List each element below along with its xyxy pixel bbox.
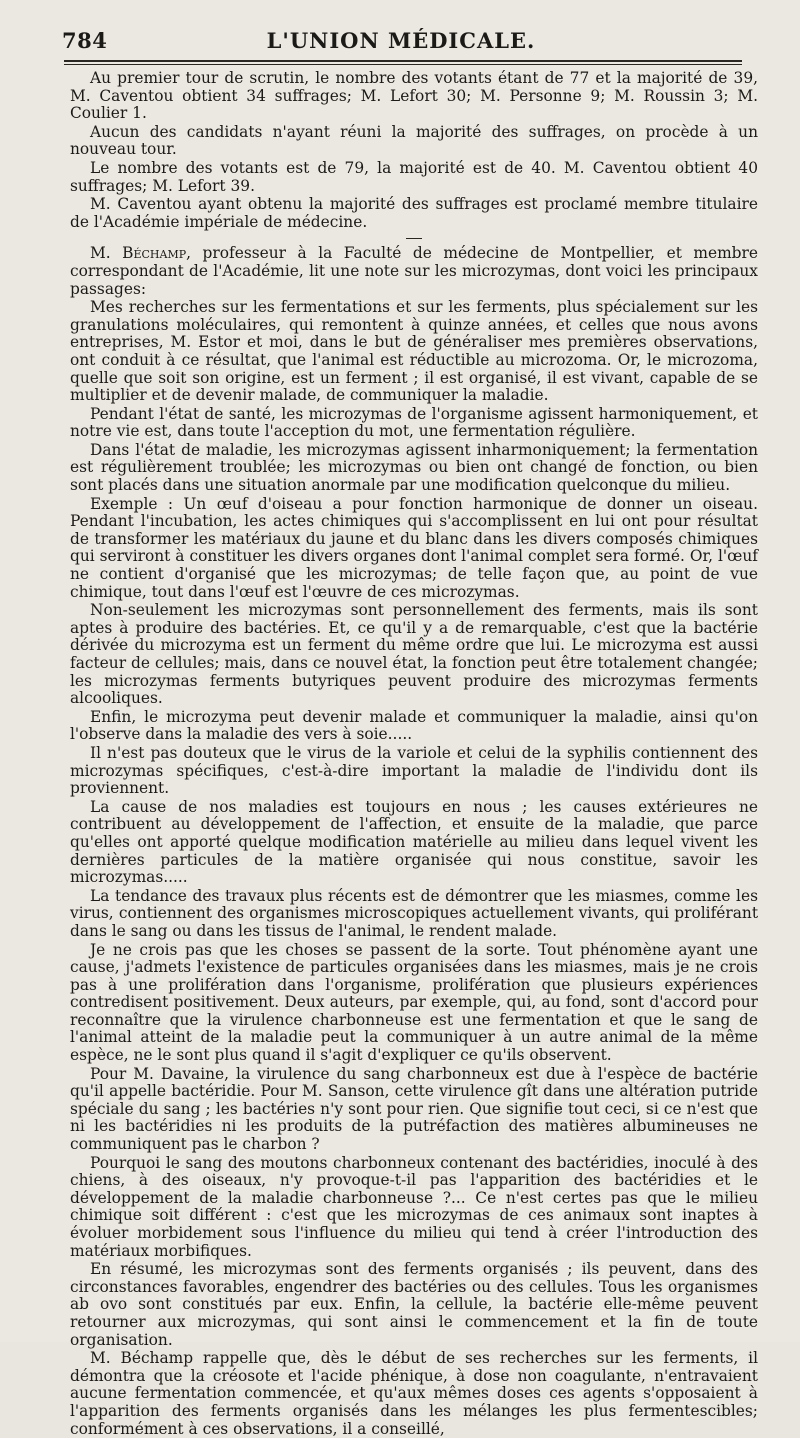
paragraph-proclamation: M. Caventou ayant obtenu la majorité des suffrages est proclamé membre titulaire de l'Académie impériale de médecine. xyxy=(70,195,758,231)
paragraph: La cause de nos maladies est toujours en nous ; les causes extérieures ne contribuent au développement de l'affection, et ensuite de la maladie, que parce qu'elles ont apporté quelque modification matérielle au milieu dans lequel vivent les dernières particules de la matière organisée qui nous constitue, savoir les microzymas..... xyxy=(70,797,758,887)
paragraph: Mes recherches sur les fermentations et sur les ferments, plus spécialement sur les granulations moléculaires, qui remontent à quinze années, et celles que nous avons entreprises, M. Estor et moi, dans le but de généraliser mes premières observations, ont conduit à ce résultat, que l'animal est réductible au microzoma. Or, le microzoma, quelle que soit son origine, est un ferment ; il est organisé, il est vivant, capable de se multiplier et de devenir malade, de communiquer la maladie. xyxy=(70,298,758,405)
running-title: L'UNION MÉDICALE. xyxy=(266,28,536,53)
header-rule xyxy=(64,60,742,65)
paragraph: M. Béchamp rappelle que, dès le début de ses recherches sur les ferments, il démontra que la créosote et l'acide phénique, à dose non coagulante, n'entravaient aucune fermentation commencée, et qu'aux mêmes doses ces agents s'opposaient à l'apparition des ferments organisés dans les mélanges les plus fermentescibles; conformément à ces observations, il a conseillé, xyxy=(70,1349,758,1438)
paragraph: En résumé, les microzymas sont des ferments organisés ; ils peuvent, dans des circonstances favorables, engendrer des bactéries ou des cellules. Tous les organismes ab ovo sont constitués par eux. Enfin, la cellule, la bactérie elle-même peuvent retourner aux microzymas, qui sont ainsi le commencement et la fin de toute organisation. xyxy=(70,1260,758,1349)
intro-rest: , professeur à la Faculté de médecine de Montpellier, et membre correspondant de l'Académie, lit une note sur les microzymas, dont voici les principaux passages: xyxy=(70,244,758,298)
paragraph-scrutin-3: Le nombre des votants est de 79, la majorité est de 40. M. Caventou obtient 40 suffrages; M. Lefort 39. xyxy=(70,158,758,195)
paragraph: Pour M. Davaine, la virulence du sang charbonneux est due à l'espèce de bactérie qu'il appelle bactéridie. Pour M. Sanson, cette virulence gît dans une altération putride spéciale du sang ; les bactéries n'y sont pour rien. Que signifie tout ceci, si ce n'est que ni les bactéridies ni les produits de la putréfaction des matières albumineuses ne communiquent pas le charbon ? xyxy=(70,1064,758,1154)
paragraph: La tendance des travaux plus récents est de démontrer que les miasmes, comme les virus, contiennent des organismes microscopiques actuellement vivants, qui proliférant dans le sang ou dans les tissus de l'animal, le rendent malade. xyxy=(70,886,758,940)
paragraph: Non-seulement les microzymas sont personnellement des ferments, mais ils sont aptes à produire des bactéries. Et, ce qu'il y a de remarquable, c'est que la bactérie dérivée du microzyma est un ferment du même ordre que lui. Le microzyma est aussi facteur de cellules; mais, dans ce nouvel état, la fonction peut être totalement changée; les microzymas ferments butyriques peuvent produire des microzymas ferments alcooliques. xyxy=(70,601,758,708)
paragraph: Exemple : Un œuf d'oiseau a pour fonction harmonique de donner un oiseau. Pendant l'incubation, les actes chimiques qui s'accomplissent en lui ont pour résultat de transformer les matériaux du jaune et du blanc dans les divers composés chimiques qui serviront à constituer les divers organes dont l'animal complet sera formé. Or, l'œuf ne contient d'organisé que les microzymas; de telle façon que, au point de vue chimique, tout dans l'œuf est l'œuvre de ces microzymas. xyxy=(70,494,758,601)
page-header xyxy=(62,22,740,64)
section-separator xyxy=(406,238,422,239)
author-name: Béchamp xyxy=(122,244,187,263)
intro-prefix: M. xyxy=(90,244,123,263)
paragraph: Il n'est pas douteux que le virus de la variole et celui de la syphilis contiennent des microzymas spécifiques, c'est-à-dire important la maladie de l'individu dont ils proviennent. xyxy=(70,743,758,798)
paragraph: Pourquoi le sang des moutons charbonneux contenant des bactéridies, inoculé à des chiens, à des oiseaux, n'y provoque-t-il pas l'apparition des bactéridies et le développement de la maladie charbonneuse ?... Ce n'est certes pas que le milieu chimique soit différent : c'est que les microzymas de ces animaux sont inaptes à évoluer morbidement sous l'influence du milieu qui tend à créer l'introduction des matériaux morbifiques. xyxy=(70,1153,758,1260)
page-number: 784 xyxy=(62,28,108,53)
article-body xyxy=(70,69,758,1438)
paragraph: Dans l'état de maladie, les microzymas agissent inharmoniquement; la fermentation est régulièrement troublée; les microzymas ou bien ont changé de fonction, ou bien sont placés dans une situation anormale par une modification quelconque du milieu. xyxy=(70,440,758,495)
paragraph-scrutin-2: Aucun des candidats n'ayant réuni la majorité des suffrages, on procède à un nouveau tour. xyxy=(70,122,758,159)
paragraph-scrutin-1: Au premier tour de scrutin, le nombre des votants étant de 77 et la majorité de 39, M. Caventou obtient 34 suffrages; M. Lefort 30; M. Personne 9; M. Roussin 3; M. Coulier 1. xyxy=(70,69,758,123)
paragraph: Je ne crois pas que les choses se passent de la sorte. Tout phénomène ayant une cause, j'admets l'existence de particules organisées dans les miasmes, mais je ne crois pas à une prolifération dans l'organisme, prolifération que plusieurs expériences contredisent positivement. Deux auteurs, par exemple, qui, au fond, sont d'accord pour reconnaître que la virulence charbonneuse est une fermentation et que le sang de l'animal atteint de la maladie peut la communiquer à un autre animal de la même espèce, ne le sont plus quand il s'agit d'expliquer ce qu'ils observent. xyxy=(70,940,758,1065)
paragraph: Pendant l'état de santé, les microzymas de l'organisme agissent harmoniquement, et notre vie est, dans toute l'acception du mot, une fermentation régulière. xyxy=(70,404,758,441)
paragraph-bechamp-intro xyxy=(70,245,758,298)
paragraph: Enfin, le microzyma peut devenir malade et communiquer la maladie, ainsi qu'on l'observe dans la maladie des vers à soie..... xyxy=(70,707,758,744)
